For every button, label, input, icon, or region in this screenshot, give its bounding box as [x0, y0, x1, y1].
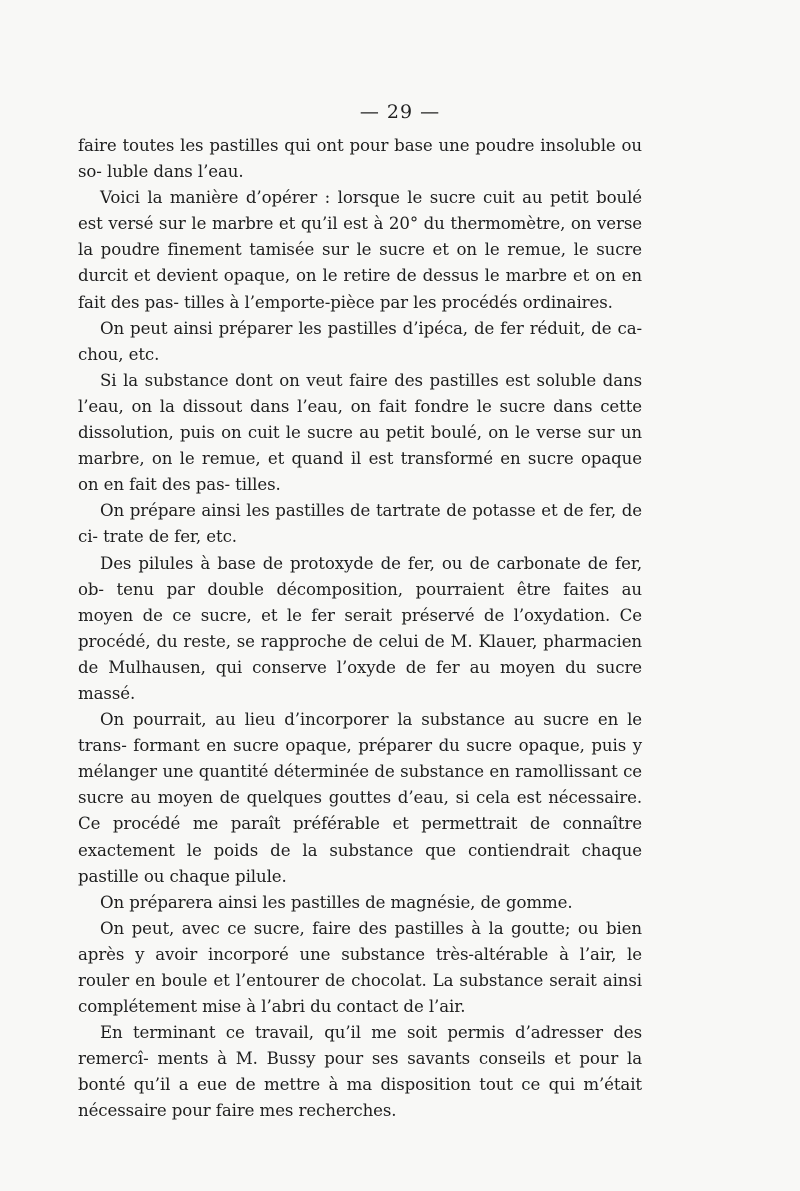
body-text [78, 133, 642, 1125]
paragraph: On peut ainsi préparer les pastilles d’ipéca, de fer réduit, de ca- chou, etc. [78, 318, 642, 364]
paragraph: On peut, avec ce sucre, faire des pastilles à la goutte; ou bien après y avoir incorporé une substance très-altérable à l’air, le rouler en boule et l’entourer de chocolat. La substance serait ainsi complétement mise à l’abri du contact de l’air. [78, 918, 642, 1017]
paragraph: Si la substance dont on veut faire des pastilles est soluble dans l’eau, on la dissout dans l’eau, on fait fondre le sucre dans cette dissolution, puis on cuit le sucre au petit boulé, on le verse sur un marbre, on le remue, et quand il est transformé en sucre opaque on en fait des pas- tilles. [78, 370, 642, 495]
paragraph: On prépare ainsi les pastilles de tartrate de potasse et de fer, de ci- trate de fer, etc. [78, 501, 642, 547]
paragraph: On pourrait, au lieu d’incorporer la substance au sucre en le trans- formant en sucre opaque, préparer du sucre opaque, puis y mélanger une quantité déterminée de substance en ramollissant ce sucre au moyen de quelques gouttes d’eau, si cela est nécessaire. Ce procédé me paraît préférable et permettrait de connaître exactement le poids de la substance que contiendrait chaque pastille ou chaque pilule. [78, 710, 642, 886]
page-number: — 29 — [359, 101, 441, 123]
paragraph: On préparera ainsi les pastilles de magnésie, de gomme. [100, 892, 573, 912]
paragraph: faire toutes les pastilles qui ont pour base une poudre insoluble ou so- luble dans l’eau. [78, 136, 642, 182]
paragraph: En terminant ce travail, qu’il me soit permis d’adresser des remercî- ments à M. Bussy pour ses savants conseils et pour la bonté qu’il a eue de mettre à ma disposition tout ce qui m’était nécessaire pour faire mes recherches. [78, 1023, 642, 1121]
paragraph: Voici la manière d’opérer : lorsque le sucre cuit au petit boulé est versé sur le marbre et qu’il est à 20° du thermomètre, on verse la poudre finement tamisée sur le sucre et on le remue, le sucre durcit et devient opaque, on le retire de dessus le marbre et on en fait des pas- tilles à l’emporte-pièce par les procédés ordinaires. [78, 188, 642, 312]
paragraph: Des pilules à base de protoxyde de fer, ou de carbonate de fer, ob- tenu par double décomposition, pourraient être faites au moyen de ce sucre, et le fer serait préservé de l’oxydation. Ce procédé, du reste, se rapproche de celui de M. Klauer, pharmacien de Mulhausen, qui conserve l’oxyde de fer au moyen du sucre massé. [78, 553, 642, 703]
